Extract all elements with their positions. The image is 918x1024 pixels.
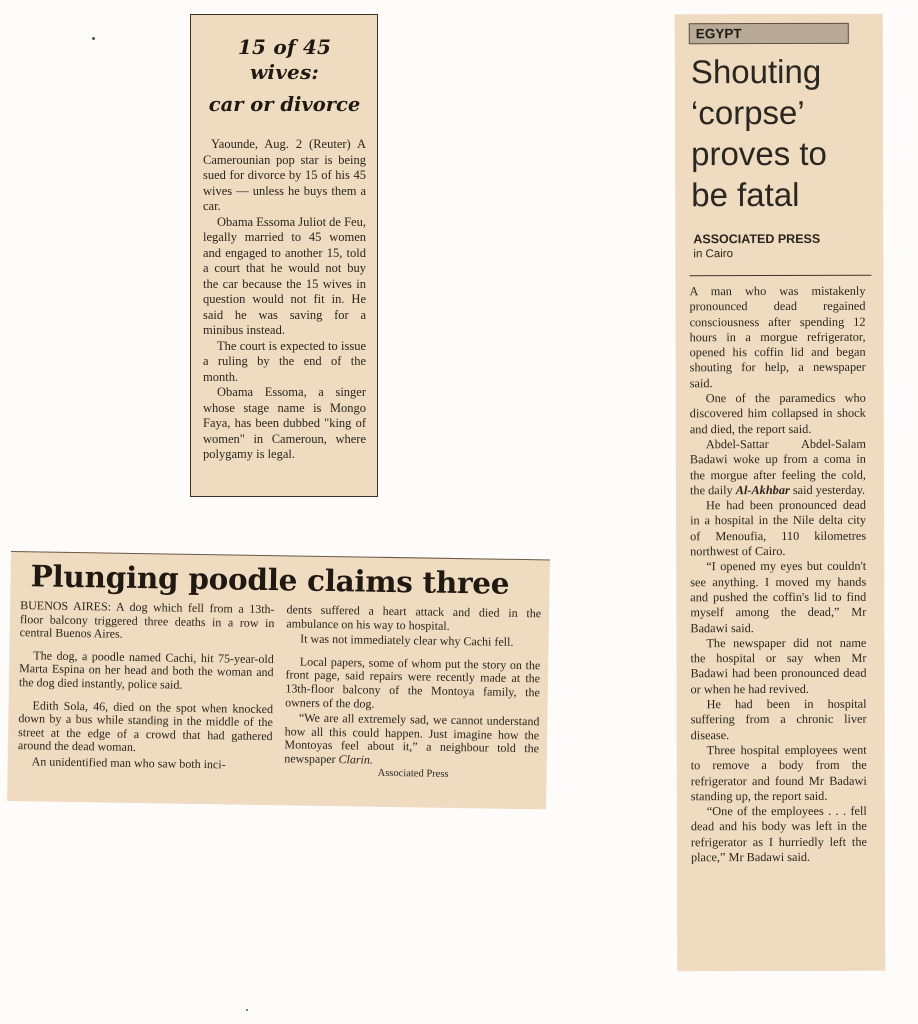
dateline: in Cairo bbox=[693, 248, 734, 261]
paragraph: Yaounde, Aug. 2 (Reuter) A Camerounian pop star is being sued for divorce by 15 of his 45 wives — unless he buys them a car. bbox=[203, 137, 366, 214]
clipping-wives-divorce bbox=[190, 14, 378, 497]
clipping-shouting-corpse bbox=[675, 14, 886, 972]
paragraph bbox=[284, 711, 539, 769]
newspaper-name: Al-Akhbar bbox=[735, 482, 790, 497]
paragraph: A man who was mistakenly pronounced dead regained consciousness after spending 12 hours in a morgue refrigerator, opened his coffin lid and began shouting for help, a newspaper said. bbox=[689, 283, 866, 391]
column-right bbox=[284, 603, 541, 786]
column-left bbox=[17, 599, 274, 782]
headline-line: ‘corpse’ bbox=[690, 93, 805, 132]
paragraph: “One of the employees . . . fell dead and his body was left in the refrigerator as I hurriedly left the place,” Mr Badawi said. bbox=[690, 803, 867, 865]
headline-line-1: 15 of 45 wives: bbox=[237, 35, 332, 84]
scan-speck bbox=[246, 1009, 248, 1011]
paragraph: “I opened my eyes but couldn't see anything. I moved my hands and pushed the coffin's lid to find myself among the dead,” Mr Badawi said. bbox=[690, 559, 867, 635]
headline-line: Shouting bbox=[690, 52, 822, 91]
article-body bbox=[203, 137, 366, 463]
article-body bbox=[689, 284, 873, 866]
section-kicker: EGYPT bbox=[689, 23, 849, 44]
headline bbox=[691, 51, 871, 215]
paragraph: The newspaper did not name the hospital or say when Mr Badawi had been pronounced dead or when he had revived. bbox=[690, 635, 867, 696]
headline-line: be fatal bbox=[691, 175, 800, 214]
headline: Plunging poodle claims three bbox=[30, 558, 510, 601]
headline-line-2: car or divorce bbox=[208, 93, 361, 116]
clipping-plunging-poodle bbox=[7, 551, 550, 809]
paragraph: The dog, a poodle named Cachi, hit 75-year-old Marta Espina on her head and both the woman and the dog died instantly, police said. bbox=[18, 648, 274, 692]
paragraph-text: Abdel-Sattar Abdel-Salam Badawi woke up from a coma in the morgue after feeling the cold, the daily bbox=[689, 436, 866, 498]
paragraph: One of the paramedics who discovered him collapsed in shock and died, the report said. bbox=[689, 390, 866, 436]
paragraph: It was not immediately clear why Cachi fell. bbox=[300, 631, 514, 650]
paragraph: An unidentified man who saw both inci- bbox=[31, 754, 226, 772]
paragraph: Edith Sola, 46, died on the spot when knocked down by a bus while standing in the middle of the street at the edge of a crowd that had gathered around the dead woman. bbox=[17, 697, 274, 755]
newspaper-name: Clarin. bbox=[338, 752, 374, 767]
paragraph: He had been in hospital suffering from a chronic liver disease. bbox=[690, 696, 867, 742]
paragraph: The court is expected to issue a ruling by the end of the month. bbox=[203, 338, 366, 384]
byline: ASSOCIATED PRESS bbox=[693, 231, 821, 247]
paragraph: Obama Essoma Juliot de Feu, legally married to 45 women and engaged to another 15, told a court that he would not buy the car because the 15 wives in question would not fit in. He said he was saving for a minibus instead. bbox=[203, 214, 366, 338]
paragraph: Obama Essoma, a singer whose stage name is Mongo Faya, has been dubbed "king of women" in Cameroun, where polygamy is legal. bbox=[203, 385, 366, 462]
paragraph bbox=[690, 437, 872, 499]
headline-line: proves to bbox=[691, 134, 827, 173]
paragraph: Three hospital employees went to remove a body from the refrigerator and found Mr Badawi standing up, the report said. bbox=[690, 742, 867, 804]
divider bbox=[689, 275, 871, 276]
credit-line: Associated Press bbox=[377, 767, 449, 780]
quote-text: “We are all extremely sad, we cannot understand how all this could happen. Just imagine how the Montoyas feel about it,” a neighbour told the newspaper bbox=[284, 710, 540, 767]
paragraph: dents suffered a heart attack and died in the ambulance on his way to hospital. bbox=[286, 602, 542, 633]
paragraph: BUENOS AIRES: A dog which fell from a 13th-floor balcony triggered three deaths in a row in central Buenos Aires. bbox=[19, 598, 275, 641]
article-columns bbox=[17, 599, 541, 786]
scan-speck bbox=[92, 37, 95, 40]
paragraph: Local papers, some of whom put the story on the front page, said repairs were recently made at the 13th-floor balcony of the Montoya family, the owners of the dog. bbox=[285, 654, 541, 711]
paragraph-tail: said yesterday. bbox=[789, 482, 866, 497]
paragraph: He had been pronounced dead in a hospital in the Nile delta city of Menoufia, 110 kilometres northwest of Cairo. bbox=[690, 497, 867, 559]
